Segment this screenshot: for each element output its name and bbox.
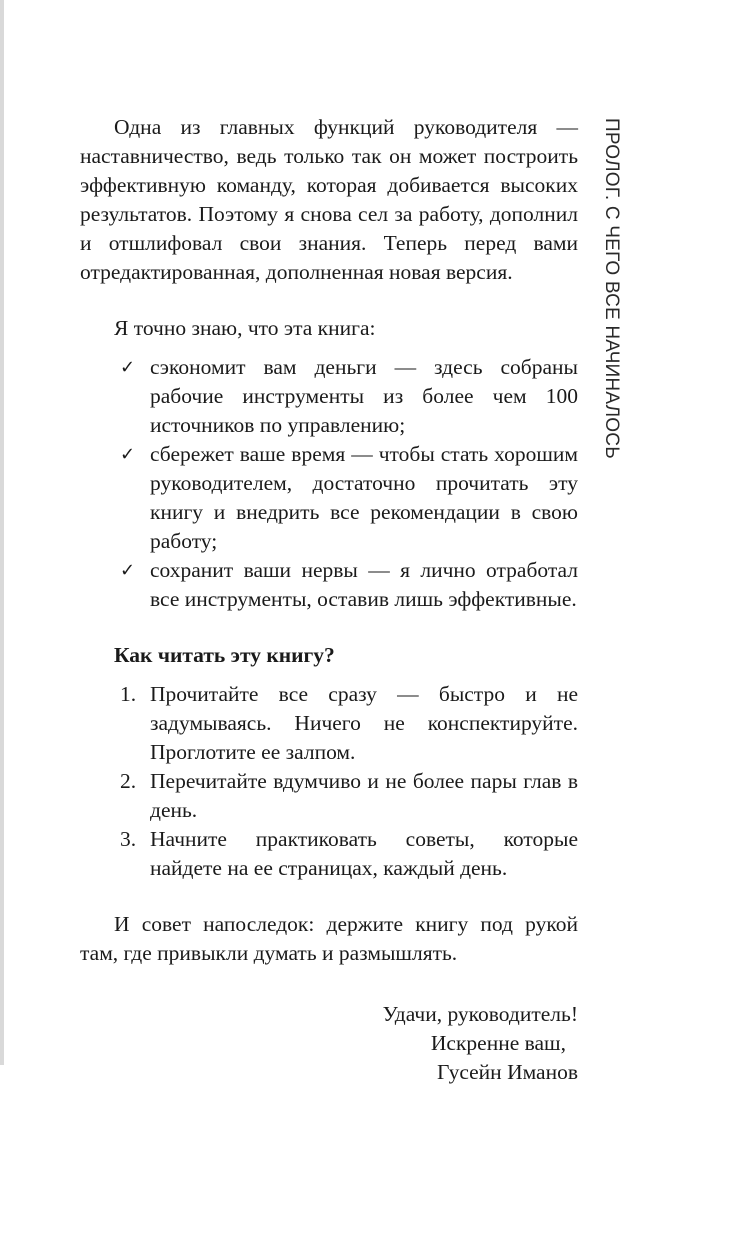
running-head: ПРОЛОГ. С ЧЕГО ВСЕ НАЧИНАЛОСЬ bbox=[601, 118, 622, 459]
checkmark-icon: ✓ bbox=[120, 444, 136, 465]
page-content bbox=[80, 113, 578, 1087]
signature-author: Гусейн Иманов bbox=[436, 1060, 578, 1084]
page-edge-line bbox=[0, 0, 4, 1065]
checklist-item bbox=[80, 353, 578, 440]
benefits-checklist bbox=[80, 353, 578, 614]
closing-paragraph: И совет напоследок: держите книгу под рукой там, где привыкли думать и размышлять. bbox=[80, 912, 578, 965]
checklist-item-text: сбережет ваше время — чтобы стать хорошим руководителем, достаточно прочитать эту книгу и внедрить все рекомендации в свою работу; bbox=[150, 442, 578, 553]
section-heading: Как читать эту книгу? bbox=[114, 643, 335, 667]
intro-paragraph: Одна из главных функций руководителя — наставничество, ведь только так он может построить эффективную команду, которая добивается высоких результатов. Поэтому я снова сел за работу, дополнил и отшлифовал свои знания. Теперь перед вами отредактированная, дополненная новая версия. bbox=[80, 115, 578, 284]
checklist-item-text: сохранит ваши нервы — я лично отработал все инструменты, оставив лишь эффективные. bbox=[150, 558, 578, 611]
checklist-item bbox=[80, 440, 578, 556]
step-text: Прочитайте все сразу — быстро и не задумываясь. Ничего не конспектируйте. Проглотите ее залпом. bbox=[150, 682, 578, 764]
checklist-item-text: сэкономит вам деньги — здесь собраны рабочие инструменты из более чем 100 источников по управлению; bbox=[150, 355, 578, 437]
step-number: 2. bbox=[120, 769, 137, 793]
step-item bbox=[80, 680, 578, 767]
checkmark-icon: ✓ bbox=[120, 357, 136, 378]
checklist-item bbox=[80, 556, 578, 614]
signature-greeting: Удачи, руководитель! bbox=[382, 1002, 578, 1026]
step-text: Начните практиковать советы, которые найдете на ее страницах, каждый день. bbox=[150, 827, 578, 880]
step-item bbox=[80, 825, 578, 883]
reading-steps-list bbox=[80, 680, 578, 883]
step-number: 1. bbox=[120, 682, 137, 706]
step-item bbox=[80, 767, 578, 825]
checkmark-icon: ✓ bbox=[120, 560, 136, 581]
signature-sincerely: Искренне ваш, bbox=[430, 1031, 566, 1055]
step-text: Перечитайте вдумчиво и не более пары глав в день. bbox=[150, 769, 578, 822]
signature-block bbox=[80, 1000, 578, 1087]
checklist-intro: Я точно знаю, что эта книга: bbox=[114, 316, 376, 340]
step-number: 3. bbox=[120, 827, 137, 851]
